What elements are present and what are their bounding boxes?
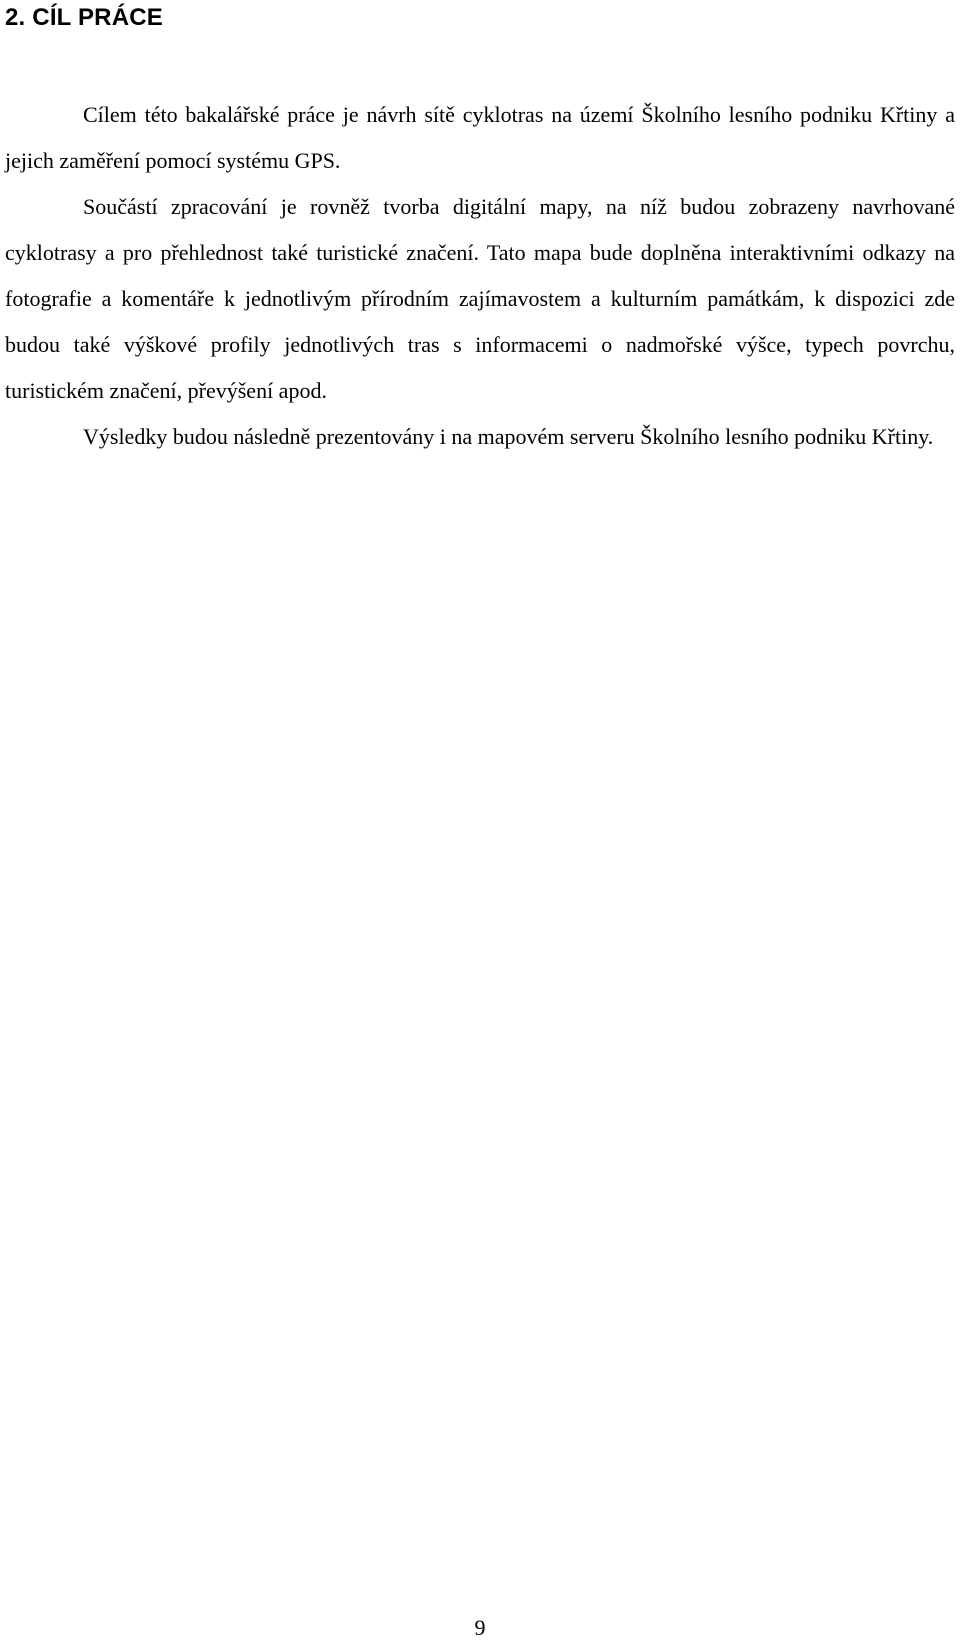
paragraph-results: Výsledky budou následně prezentovány i na mapovém serveru Školního lesního podniku Křtiny. (83, 424, 934, 449)
paragraph-goal: Cílem této bakalářské práce je návrh sítě cyklotras na území Školního lesního podniku Křtiny a jejich zaměření pomocí systému GPS. (5, 102, 955, 173)
page-number: 9 (474, 1615, 486, 1640)
body-text (5, 92, 955, 460)
paragraph-map: Součástí zpracování je rovněž tvorba digitální mapy, na níž budou zobrazeny navrhované cyklotrasy a pro přehlednost také turistické značení. Tato mapa bude doplněna interaktivními odkazy na fotografie a komentáře k jednotlivým přírodním zajímavostem a kulturním památkám, k dispozici zde budou také výškové profily jednotlivých tras s informacemi o nadmořské výšce, typech povrchu, turistickém značení, převýšení apod. (5, 194, 955, 403)
section-heading: 2. CÍL PRÁCE (5, 4, 163, 31)
